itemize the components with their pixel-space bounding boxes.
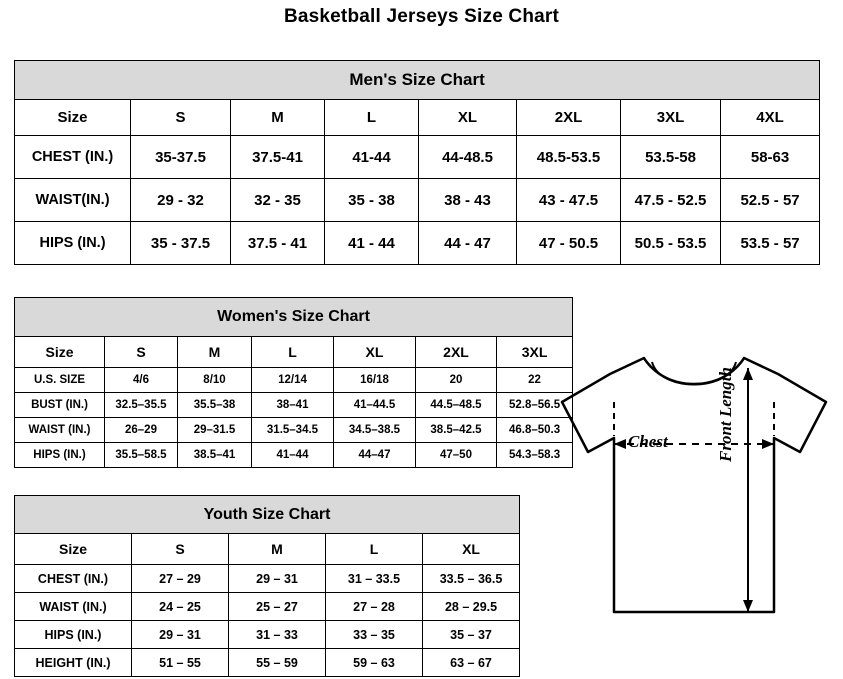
cell: 53.5 - 57 bbox=[721, 222, 820, 265]
table-row bbox=[15, 136, 820, 179]
table-row bbox=[15, 393, 573, 418]
cell: 43 - 47.5 bbox=[517, 179, 621, 222]
page-title: Basketball Jerseys Size Chart bbox=[283, 6, 560, 27]
cell: 58-63 bbox=[721, 136, 820, 179]
cell: 16/18 bbox=[334, 368, 416, 393]
cell: 37.5-41 bbox=[231, 136, 325, 179]
cell: 29 – 31 bbox=[132, 621, 229, 649]
table-header-band bbox=[15, 61, 820, 100]
column-header-xl: XL bbox=[334, 337, 416, 368]
column-header-s: S bbox=[132, 534, 229, 565]
chest-measure-label: Chest bbox=[628, 432, 668, 451]
table-column-header-row bbox=[15, 337, 573, 368]
cell: 22 bbox=[497, 368, 573, 393]
cell: 54.3–58.3 bbox=[497, 443, 573, 468]
cell: 41-44 bbox=[325, 136, 419, 179]
column-header-l: L bbox=[325, 100, 419, 136]
row-label: U.S. SIZE bbox=[15, 368, 105, 393]
row-label: WAIST (IN.) bbox=[15, 593, 132, 621]
cell: 20 bbox=[416, 368, 497, 393]
row-label: HIPS (IN.) bbox=[15, 222, 131, 265]
table-row bbox=[15, 443, 573, 468]
table-column-header-row bbox=[15, 100, 820, 136]
cell: 33 – 35 bbox=[326, 621, 423, 649]
table-row bbox=[15, 621, 520, 649]
cell: 32.5–35.5 bbox=[105, 393, 178, 418]
cell: 47.5 - 52.5 bbox=[621, 179, 721, 222]
cell: 41 - 44 bbox=[325, 222, 419, 265]
cell: 47–50 bbox=[416, 443, 497, 468]
cell: 25 – 27 bbox=[229, 593, 326, 621]
cell: 55 – 59 bbox=[229, 649, 326, 677]
cell: 35 – 37 bbox=[423, 621, 520, 649]
column-header-size: Size bbox=[15, 534, 132, 565]
column-header-m: M bbox=[231, 100, 325, 136]
cell: 38.5–42.5 bbox=[416, 418, 497, 443]
column-header-xl: XL bbox=[419, 100, 517, 136]
cell: 52.8–56.5 bbox=[497, 393, 573, 418]
cell: 35 - 38 bbox=[325, 179, 419, 222]
cell: 31 – 33 bbox=[229, 621, 326, 649]
cell: 4/6 bbox=[105, 368, 178, 393]
column-header-3xl: 3XL bbox=[497, 337, 573, 368]
cell: 12/14 bbox=[252, 368, 334, 393]
cell: 44 - 47 bbox=[419, 222, 517, 265]
cell: 53.5-58 bbox=[621, 136, 721, 179]
table-row bbox=[15, 179, 820, 222]
womens-chart-title: Women's Size Chart bbox=[15, 298, 573, 337]
cell: 35.5–58.5 bbox=[105, 443, 178, 468]
column-header-2xl: 2XL bbox=[517, 100, 621, 136]
column-header-4xl: 4XL bbox=[721, 100, 820, 136]
column-header-2xl: 2XL bbox=[416, 337, 497, 368]
tshirt-outline-icon bbox=[548, 340, 838, 675]
table-header-band bbox=[15, 298, 573, 337]
womens-size-chart-table bbox=[14, 297, 573, 468]
cell: 59 – 63 bbox=[326, 649, 423, 677]
column-header-size: Size bbox=[15, 337, 105, 368]
cell: 50.5 - 53.5 bbox=[621, 222, 721, 265]
cell: 27 – 28 bbox=[326, 593, 423, 621]
table-header-band bbox=[15, 496, 520, 534]
cell: 24 – 25 bbox=[132, 593, 229, 621]
cell: 47 - 50.5 bbox=[517, 222, 621, 265]
cell: 29 - 32 bbox=[131, 179, 231, 222]
mens-chart-title: Men's Size Chart bbox=[15, 61, 820, 100]
column-header-m: M bbox=[178, 337, 252, 368]
column-header-size: Size bbox=[15, 100, 131, 136]
cell: 35.5–38 bbox=[178, 393, 252, 418]
cell: 33.5 – 36.5 bbox=[423, 565, 520, 593]
column-header-3xl: 3XL bbox=[621, 100, 721, 136]
cell: 31.5–34.5 bbox=[252, 418, 334, 443]
table-row bbox=[15, 418, 573, 443]
row-label: HIPS (IN.) bbox=[15, 621, 132, 649]
table-column-header-row bbox=[15, 534, 520, 565]
row-label: HEIGHT (IN.) bbox=[15, 649, 132, 677]
table-row bbox=[15, 565, 520, 593]
measurement-diagram bbox=[548, 340, 838, 675]
row-label: BUST (IN.) bbox=[15, 393, 105, 418]
column-header-l: L bbox=[252, 337, 334, 368]
cell: 44.5–48.5 bbox=[416, 393, 497, 418]
front-length-measure-label: Front Length bbox=[716, 367, 735, 462]
cell: 29 – 31 bbox=[229, 565, 326, 593]
column-header-m: M bbox=[229, 534, 326, 565]
row-label: CHEST (IN.) bbox=[15, 565, 132, 593]
column-header-s: S bbox=[131, 100, 231, 136]
row-label: HIPS (IN.) bbox=[15, 443, 105, 468]
cell: 26–29 bbox=[105, 418, 178, 443]
cell: 31 – 33.5 bbox=[326, 565, 423, 593]
cell: 41–44.5 bbox=[334, 393, 416, 418]
row-label: CHEST (IN.) bbox=[15, 136, 131, 179]
cell: 32 - 35 bbox=[231, 179, 325, 222]
cell: 38.5–41 bbox=[178, 443, 252, 468]
cell: 38 - 43 bbox=[419, 179, 517, 222]
table-row bbox=[15, 222, 820, 265]
column-header-l: L bbox=[326, 534, 423, 565]
cell: 63 – 67 bbox=[423, 649, 520, 677]
table-row bbox=[15, 649, 520, 677]
table-row bbox=[15, 593, 520, 621]
youth-chart-title: Youth Size Chart bbox=[15, 496, 520, 534]
cell: 51 – 55 bbox=[132, 649, 229, 677]
row-label: WAIST (IN.) bbox=[15, 418, 105, 443]
column-header-s: S bbox=[105, 337, 178, 368]
cell: 44–47 bbox=[334, 443, 416, 468]
cell: 8/10 bbox=[178, 368, 252, 393]
cell: 28 – 29.5 bbox=[423, 593, 520, 621]
cell: 41–44 bbox=[252, 443, 334, 468]
cell: 37.5 - 41 bbox=[231, 222, 325, 265]
column-header-xl: XL bbox=[423, 534, 520, 565]
youth-size-chart-table bbox=[14, 495, 520, 677]
table-row bbox=[15, 368, 573, 393]
cell: 44-48.5 bbox=[419, 136, 517, 179]
cell: 34.5–38.5 bbox=[334, 418, 416, 443]
cell: 29–31.5 bbox=[178, 418, 252, 443]
cell: 48.5-53.5 bbox=[517, 136, 621, 179]
row-label: WAIST(IN.) bbox=[15, 179, 131, 222]
cell: 35 - 37.5 bbox=[131, 222, 231, 265]
cell: 38–41 bbox=[252, 393, 334, 418]
cell: 27 – 29 bbox=[132, 565, 229, 593]
mens-size-chart-table bbox=[14, 60, 820, 265]
cell: 46.8–50.3 bbox=[497, 418, 573, 443]
cell: 35-37.5 bbox=[131, 136, 231, 179]
cell: 52.5 - 57 bbox=[721, 179, 820, 222]
